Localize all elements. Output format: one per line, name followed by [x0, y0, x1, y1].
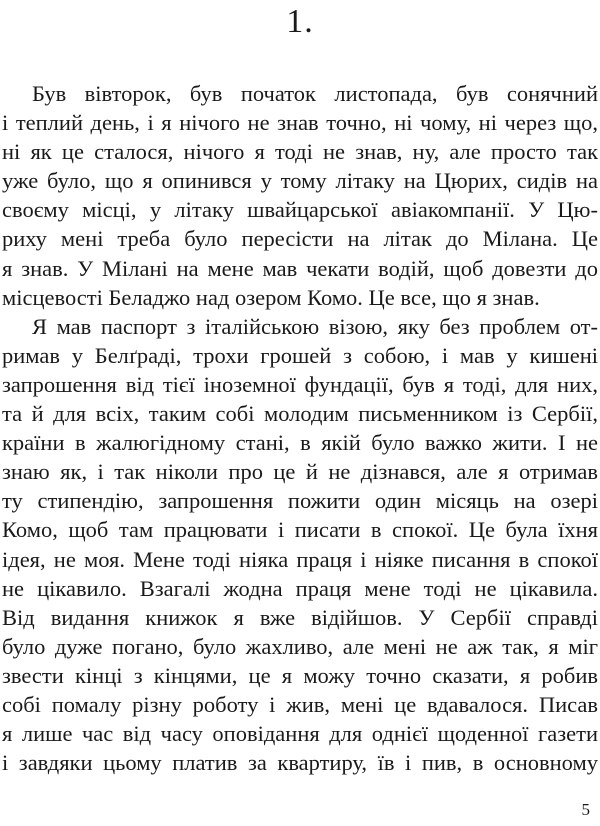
text-line: римав у Белґраді, трохи грошей з собою, і мав у кишені [2, 342, 598, 368]
text-line: ідея, не моя. Мене тоді ніяка праця і ніяке писання в спокої [2, 546, 598, 572]
text-line: місцевості Беладжо над озером Комо. Це все, що я знав. [2, 284, 540, 310]
text-line: звести кінці з кінцями, це я можу точно сказати, я робив [2, 662, 598, 688]
text-line: Від видання книжок я вже відійшов. У Сербії справді [2, 604, 598, 630]
text-line: і теплий день, і я нічого не знав точно, ні чому, ні через що, [2, 110, 598, 136]
paragraph-1 [2, 79, 598, 312]
chapter-number: 1. [286, 3, 314, 40]
page-number: 5 [581, 800, 590, 819]
text-line: собі помалу різну роботу і жив, мені це вдавалося. Писав [2, 691, 598, 717]
text-line: ні як це сталося, нічого я тоді не знав, ну, але просто так [2, 139, 598, 165]
text-line: Я мав паспорт з італійською візою, яку без проблем от- [32, 313, 598, 339]
text-line: запрошення від тієї іноземної фундації, був я тоді, для них, [2, 371, 598, 397]
paragraph-2 [2, 312, 598, 778]
text-line: та й для всіх, таким собі молодим письменником із Сербії, [2, 401, 598, 427]
body-text [2, 79, 598, 777]
text-line: країни в жалюгідному стані, в якій було важко жити. І не [2, 430, 598, 456]
text-line: своєму місці, у літаку швайцарської авіакомпанії. У Цю- [2, 197, 598, 223]
text-line: знаю як, і так ніколи про це й не дізнався, але я отримав [2, 459, 598, 485]
text-line: і завдяки цьому платив за квартиру, їв і пив, в основному [2, 750, 598, 776]
text-line: я лише час від часу оповідання для однієї щоденної газети [2, 721, 598, 747]
text-line: ту стипендію, запрошення пожити один місяць на озері [2, 488, 598, 514]
text-line: було дуже погано, було жахливо, але мені не аж так, я міг [2, 633, 598, 659]
text-line: Комо, щоб там працювати і писати в спокої. Це була їхня [2, 517, 598, 543]
text-line: риху мені треба було пересісти на літак до Мілана. Це [2, 226, 598, 252]
text-line: Був вівторок, був початок листопада, був сонячний [32, 81, 598, 106]
text-line: уже було, що я опинився у тому літаку на Цюрих, сидів на [2, 168, 598, 194]
text-line: не цікавило. Взагалі жодна праця мене тоді не цікавила. [2, 575, 598, 601]
text-line: я знав. У Мілані на мене мав чекати водій, щоб довезти до [2, 255, 598, 281]
